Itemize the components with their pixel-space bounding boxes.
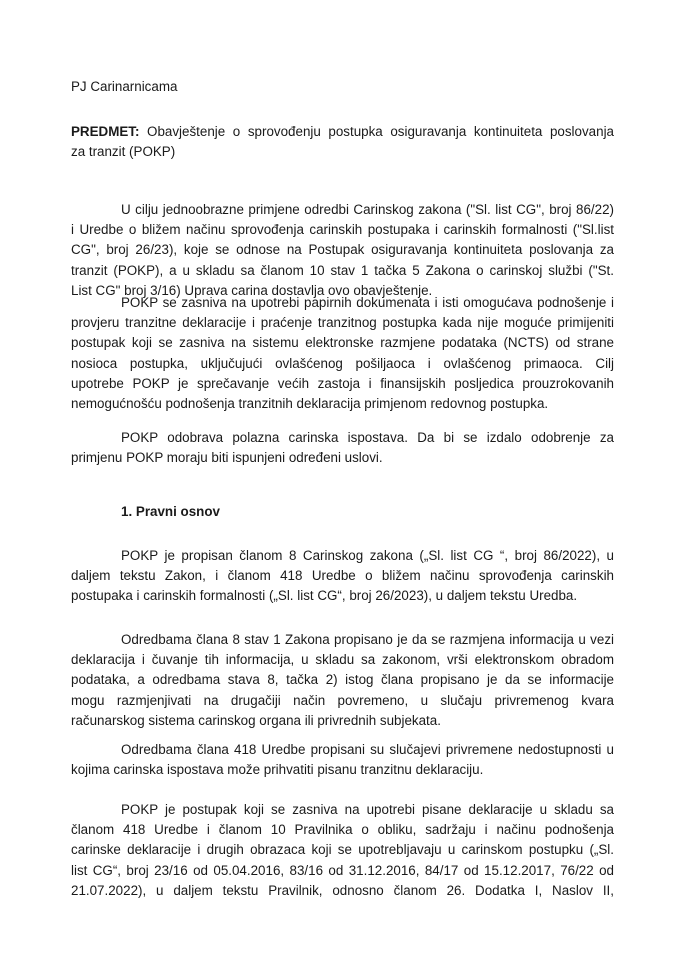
text-line: POKP se zasniva na upotrebi papirnih dokumenata i isti omogućava podnošenje i (121, 295, 614, 310)
text-line: postupak koji se zasniva na sistemu elektronske razmjene podataka (NCTS) od strane (71, 335, 614, 351)
paragraph-pokp-procedure (71, 800, 614, 901)
paragraph-article-418 (71, 740, 614, 780)
text-line: postupaka i carinskih formalnosti („Sl. list CG“, broj 26/2023), u daljem tekstu Uredba. (71, 588, 578, 604)
text-line: primjenu POKP moraju biti ispunjeni određeni uslovi. (71, 450, 383, 466)
paragraph-pokp-description (71, 293, 614, 414)
paragraph-approval (71, 428, 614, 468)
text-line: tranzit (POKP), a u skladu sa članom 10 stav 1 tačka 5 Zakona o carinskoj službi ("St. (71, 262, 614, 278)
text-line: POKP odobrava polazna carinska ispostava. Da bi se izdalo odobrenje za (121, 430, 614, 445)
text-line: provjeru tranzitne deklaracije i praćenje tranzitnog postupka kada nije moguće primijeniti (71, 315, 614, 331)
text-line: U cilju jednoobrazne primjene odredbi Carinskog zakona ("Sl. list CG", broj 86/22) (121, 202, 614, 217)
text-line: deklaracija i čuvanje tih informacija, u skladu sa zakonom, vrši elektronskom obradom (71, 652, 614, 668)
subject-text: Obavještenje o sprovođenju postupka osiguravanja kontinuiteta poslovanja (139, 124, 614, 139)
text-line: upotrebe POKP je sprečavanje većih zastoja i finansijskih posljedica prouzrokovanih (71, 375, 614, 391)
text-line: nemogućnošću podnošenja tranzitnih deklaracija primjenom redovnog postupka. (71, 396, 549, 412)
text-line: nosioca postupka, uključujući ovlašćenog pošiljaoca i ovlašćenog primaoca. Cilj (71, 355, 614, 371)
text-line: kojima carinska ispostava može prihvatiti pisanu tranzitnu deklaraciju. (71, 762, 484, 778)
subject (71, 122, 614, 162)
text-line: CG", broj 26/23), koje se odnose na Postupak osiguravanja kontinuiteta poslovanja za (71, 242, 614, 258)
text-line: 21.07.2022), u daljem tekstu Pravilnik, odnosno članom 26. Dodatka I, Naslov II, (71, 882, 614, 898)
text-line: List CG" broj 3/16) Uprava carina dostavlja ovo obavještenje. (71, 282, 433, 298)
section-heading: 1. Pravni osnov (121, 504, 220, 519)
recipient: PJ Carinarnicama (71, 79, 178, 94)
text-line: podataka, a odredbama stava 8, tačka 2) istog člana propisano je da se informacije (71, 672, 614, 688)
text-line: mogu razmjenjivati na drugačiji način povremeno, u slučaju privremenog kvara (71, 692, 614, 708)
subject-label: PREDMET: (71, 124, 140, 139)
text-line: list CG“, broj 23/16 od 05.04.2016, 83/16 od 31.12.2016, 84/17 od 15.12.2017, 76/22 od (71, 862, 614, 878)
text-line: POKP je postupak koji se zasniva na upotrebi pisane deklaracije u skladu sa (121, 802, 614, 817)
text-line: carinske deklaracije i drugih obrazaca koji se upotrebljavaju u carinskom postupku („Sl. (71, 842, 614, 858)
subject-text: za tranzit (POKP) (71, 144, 176, 160)
text-line: Odredbama člana 8 stav 1 Zakona propisano je da se razmjena informacija u vezi (121, 632, 614, 647)
text-line: članom 418 Uredbe i članom 10 Pravilnika o obliku, sadržaju i načinu podnošenja (71, 822, 614, 838)
text-line: i Uredbe o bližem načinu sprovođenja carinskih postupaka i carinskih formalnosti ("Sl.list (71, 222, 614, 238)
paragraph-article-8 (71, 630, 614, 731)
paragraph-intro (71, 200, 614, 301)
text-line: POKP je propisan članom 8 Carinskog zakona („Sl. list CG “, broj 86/2022), u (121, 548, 614, 563)
text-line: Odredbama člana 418 Uredbe propisani su slučajevi privremene nedostupnosti u (121, 742, 614, 757)
text-line: računarskog sistema carinskog organa ili privrednih subjekata. (71, 712, 441, 728)
paragraph-legal-basis (71, 546, 614, 607)
text-line: daljem tekstu Zakon, i članom 418 Uredbe o bližem načinu sprovođenja carinskih (71, 568, 614, 584)
